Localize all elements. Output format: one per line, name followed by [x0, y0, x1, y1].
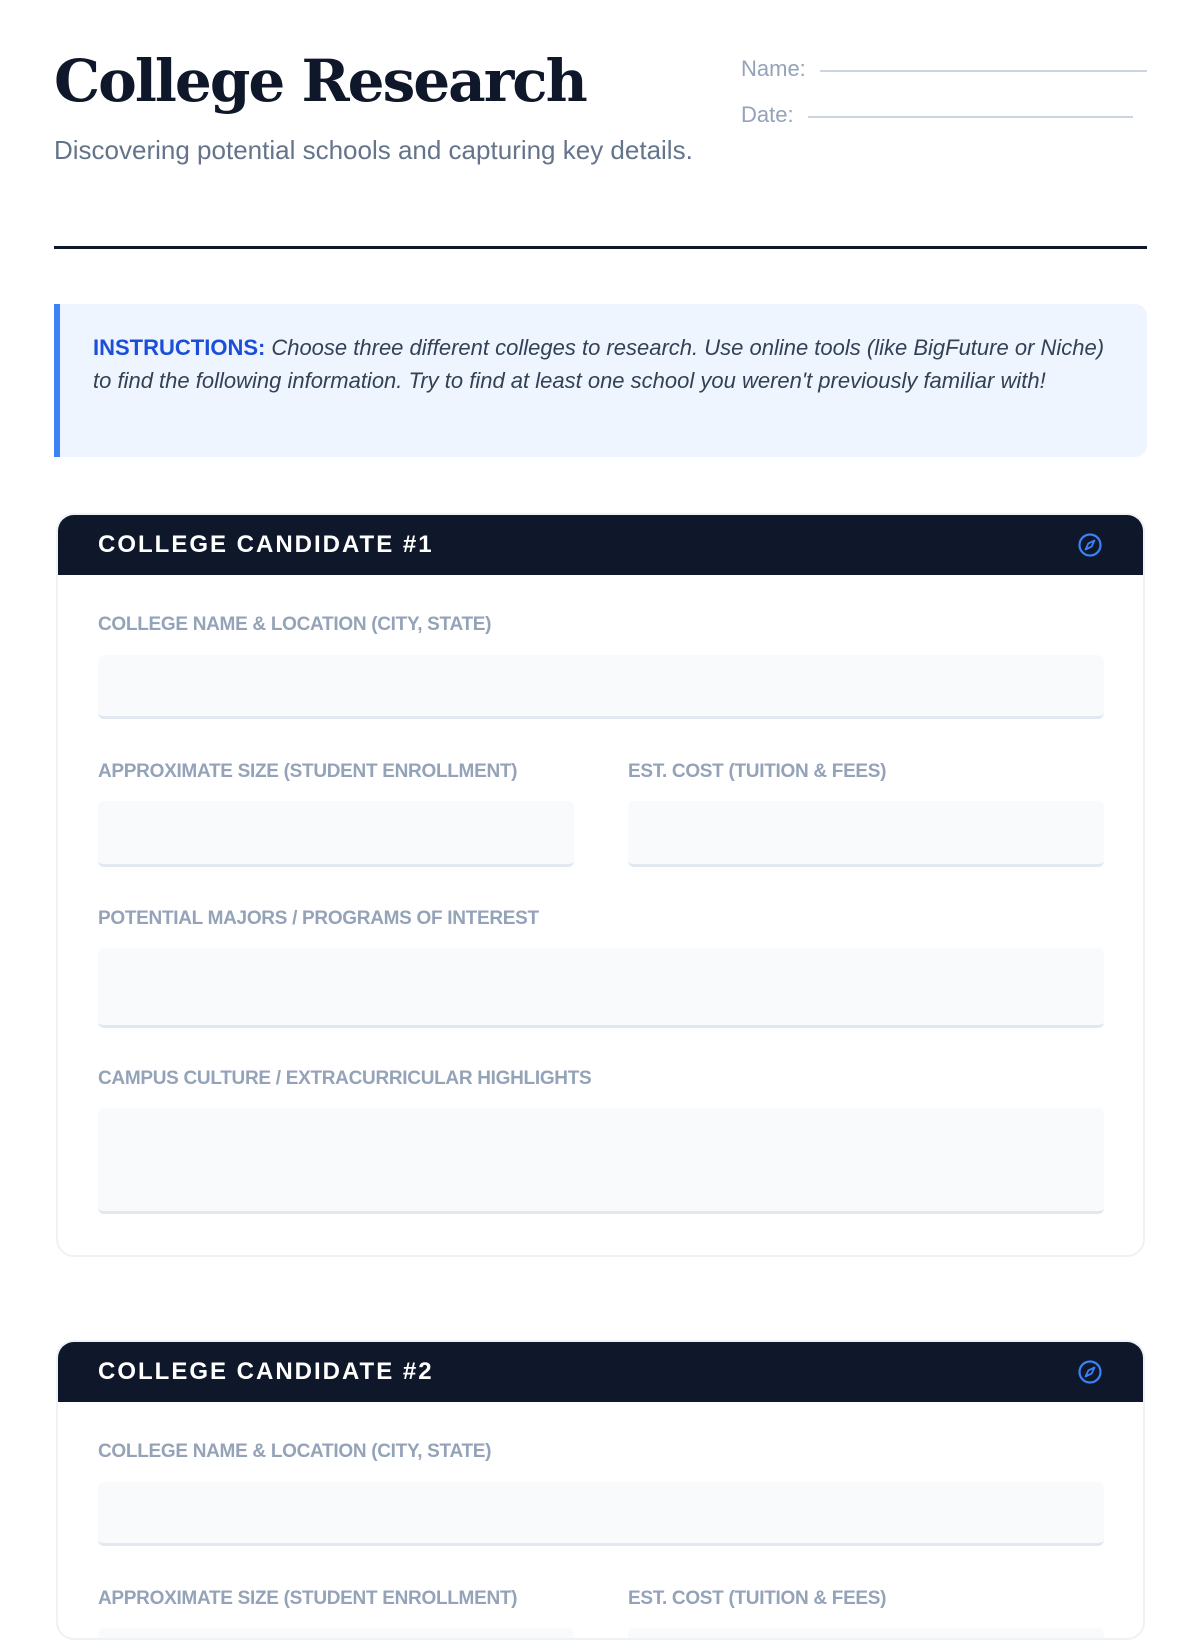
candidate-card-header	[58, 515, 1143, 575]
instructions-box	[54, 304, 1147, 457]
candidate-card-1	[56, 513, 1145, 1257]
date-line[interactable]	[808, 116, 1133, 118]
candidate-card-2	[56, 1340, 1145, 1640]
field-label-size: APPROXIMATE SIZE (STUDENT ENROLLMENT)	[98, 761, 518, 782]
worksheet-header	[54, 0, 1147, 250]
size-input[interactable]	[98, 801, 574, 867]
compass-icon	[1077, 1359, 1103, 1385]
field-label-name-location: COLLEGE NAME & LOCATION (CITY, STATE)	[98, 614, 492, 635]
header-divider	[54, 246, 1147, 249]
name-location-input[interactable]	[98, 655, 1104, 719]
field-label-cost: EST. COST (TUITION & FEES)	[628, 1588, 887, 1609]
date-label: Date:	[741, 102, 794, 127]
student-meta	[741, 52, 1147, 144]
name-label: Name:	[741, 56, 806, 81]
field-label-size: APPROXIMATE SIZE (STUDENT ENROLLMENT)	[98, 1588, 518, 1609]
worksheet-page	[54, 0, 1147, 1609]
name-line[interactable]	[820, 70, 1147, 72]
culture-input[interactable]	[98, 1108, 1104, 1214]
size-input[interactable]	[98, 1628, 574, 1640]
candidate-card-header	[58, 1342, 1143, 1402]
instructions-text: Choose three different colleges to research. Use online tools (like BigFuture or Niche) to find the following information. Try to find at least one school you weren't previously familiar with!	[93, 335, 1105, 393]
majors-input[interactable]	[98, 948, 1104, 1028]
name-row	[741, 52, 1147, 86]
name-location-input[interactable]	[98, 1482, 1104, 1546]
field-label-culture: CAMPUS CULTURE / EXTRACURRICULAR HIGHLIGHTS	[98, 1068, 592, 1089]
field-label-name-location: COLLEGE NAME & LOCATION (CITY, STATE)	[98, 1441, 492, 1462]
cost-input[interactable]	[628, 1628, 1104, 1640]
page-title: College Research	[54, 47, 586, 115]
candidate-title: COLLEGE CANDIDATE #2	[98, 1358, 434, 1385]
cost-input[interactable]	[628, 801, 1104, 867]
candidate-title: COLLEGE CANDIDATE #1	[98, 531, 434, 558]
page-subtitle: Discovering potential schools and capturing key details.	[54, 135, 693, 165]
field-label-cost: EST. COST (TUITION & FEES)	[628, 761, 887, 782]
compass-icon	[1077, 532, 1103, 558]
date-row	[741, 98, 1147, 132]
field-label-majors: POTENTIAL MAJORS / PROGRAMS OF INTEREST	[98, 908, 539, 929]
instructions-label: INSTRUCTIONS:	[93, 335, 266, 360]
